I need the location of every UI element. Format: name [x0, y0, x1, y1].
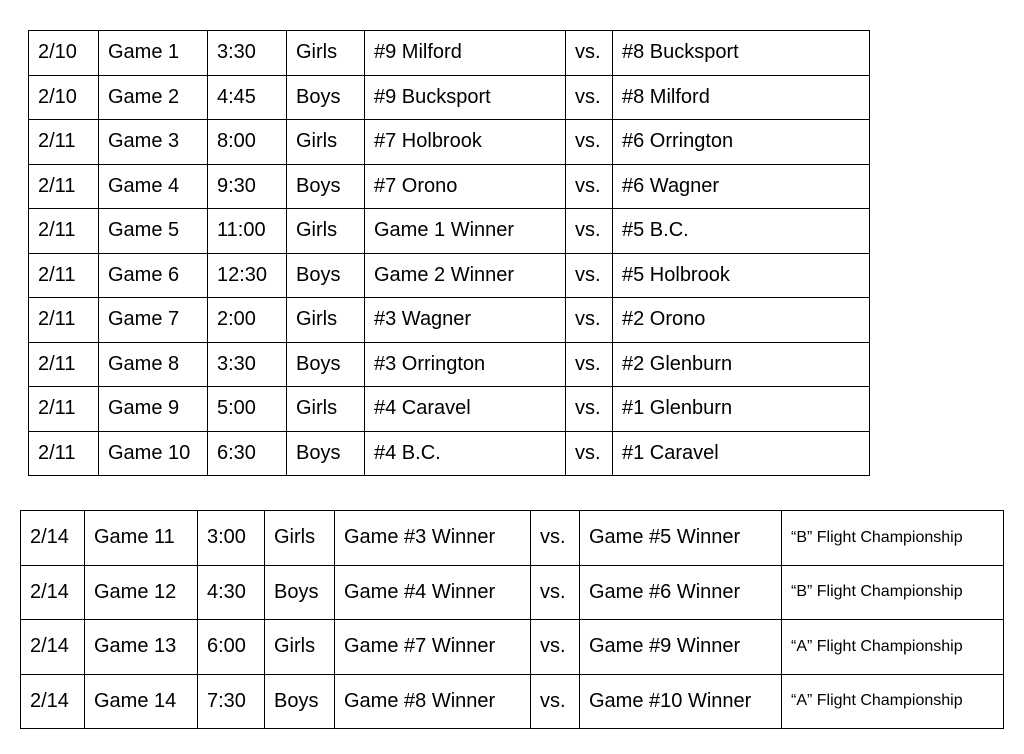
table-row — [21, 620, 1004, 675]
cell-time: 11:00 — [208, 209, 287, 254]
cell-home: #9 Milford — [365, 31, 566, 76]
cell-division: Boys — [287, 431, 365, 476]
cell-vs: vs. — [566, 253, 613, 298]
cell-date: 2/14 — [21, 511, 85, 566]
cell-home: #4 B.C. — [365, 431, 566, 476]
cell-away: #5 B.C. — [613, 209, 870, 254]
cell-time: 3:30 — [208, 342, 287, 387]
cell-home: #7 Orono — [365, 164, 566, 209]
table-row — [29, 209, 870, 254]
cell-time: 4:30 — [198, 565, 265, 620]
cell-away: #2 Orono — [613, 298, 870, 343]
cell-time: 3:30 — [208, 31, 287, 76]
cell-game: Game 4 — [99, 164, 208, 209]
cell-away: Game #5 Winner — [580, 511, 782, 566]
cell-home: Game #4 Winner — [335, 565, 531, 620]
cell-division: Boys — [287, 75, 365, 120]
cell-game: Game 3 — [99, 120, 208, 165]
cell-game: Game 10 — [99, 431, 208, 476]
cell-game: Game 6 — [99, 253, 208, 298]
cell-away: #8 Bucksport — [613, 31, 870, 76]
cell-division: Girls — [265, 511, 335, 566]
cell-home: Game #8 Winner — [335, 674, 531, 729]
cell-home: #4 Caravel — [365, 387, 566, 432]
cell-away: #5 Holbrook — [613, 253, 870, 298]
cell-vs: vs. — [531, 511, 580, 566]
cell-home: Game #3 Winner — [335, 511, 531, 566]
cell-division: Boys — [265, 565, 335, 620]
table-row — [21, 565, 1004, 620]
cell-date: 2/11 — [29, 298, 99, 343]
cell-date: 2/11 — [29, 164, 99, 209]
cell-time: 9:30 — [208, 164, 287, 209]
cell-time: 3:00 — [198, 511, 265, 566]
cell-date: 2/10 — [29, 75, 99, 120]
cell-vs: vs. — [566, 31, 613, 76]
cell-vs: vs. — [531, 620, 580, 675]
cell-time: 6:00 — [198, 620, 265, 675]
table-row — [29, 253, 870, 298]
cell-date: 2/14 — [21, 565, 85, 620]
table-row — [29, 120, 870, 165]
cell-vs: vs. — [566, 120, 613, 165]
cell-time: 12:30 — [208, 253, 287, 298]
cell-date: 2/14 — [21, 620, 85, 675]
cell-date: 2/11 — [29, 387, 99, 432]
table-row — [29, 387, 870, 432]
table-row — [29, 31, 870, 76]
cell-date: 2/11 — [29, 342, 99, 387]
cell-time: 4:45 — [208, 75, 287, 120]
cell-away: #6 Wagner — [613, 164, 870, 209]
cell-game: Game 12 — [85, 565, 198, 620]
cell-division: Girls — [287, 209, 365, 254]
cell-date: 2/11 — [29, 209, 99, 254]
cell-date: 2/14 — [21, 674, 85, 729]
table-row — [29, 75, 870, 120]
cell-game: Game 11 — [85, 511, 198, 566]
cell-away: #6 Orrington — [613, 120, 870, 165]
cell-game: Game 1 — [99, 31, 208, 76]
cell-vs: vs. — [566, 431, 613, 476]
cell-date: 2/11 — [29, 253, 99, 298]
cell-game: Game 14 — [85, 674, 198, 729]
cell-away: Game #6 Winner — [580, 565, 782, 620]
cell-vs: vs. — [566, 342, 613, 387]
cell-division: Girls — [287, 298, 365, 343]
cell-home: #9 Bucksport — [365, 75, 566, 120]
cell-time: 8:00 — [208, 120, 287, 165]
cell-away: #2 Glenburn — [613, 342, 870, 387]
cell-division: Girls — [265, 620, 335, 675]
cell-away: Game #9 Winner — [580, 620, 782, 675]
cell-home: #7 Holbrook — [365, 120, 566, 165]
table-row — [29, 164, 870, 209]
cell-time: 7:30 — [198, 674, 265, 729]
cell-home: Game 2 Winner — [365, 253, 566, 298]
cell-division: Girls — [287, 120, 365, 165]
cell-note: “B” Flight Championship — [782, 511, 1004, 566]
first-round-schedule-table — [28, 30, 870, 476]
cell-vs: vs. — [566, 164, 613, 209]
cell-home: Game 1 Winner — [365, 209, 566, 254]
cell-game: Game 5 — [99, 209, 208, 254]
cell-vs: vs. — [531, 565, 580, 620]
cell-date: 2/11 — [29, 120, 99, 165]
cell-note: “A” Flight Championship — [782, 620, 1004, 675]
cell-vs: vs. — [566, 75, 613, 120]
cell-note: “B” Flight Championship — [782, 565, 1004, 620]
cell-date: 2/10 — [29, 31, 99, 76]
cell-game: Game 13 — [85, 620, 198, 675]
cell-division: Girls — [287, 387, 365, 432]
table-row — [29, 342, 870, 387]
championship-schedule-table — [20, 510, 1004, 729]
cell-division: Boys — [287, 164, 365, 209]
cell-time: 5:00 — [208, 387, 287, 432]
cell-home: #3 Wagner — [365, 298, 566, 343]
table-row — [29, 298, 870, 343]
cell-time: 6:30 — [208, 431, 287, 476]
cell-game: Game 8 — [99, 342, 208, 387]
cell-division: Girls — [287, 31, 365, 76]
cell-division: Boys — [287, 253, 365, 298]
cell-home: #3 Orrington — [365, 342, 566, 387]
cell-vs: vs. — [566, 387, 613, 432]
cell-away: #8 Milford — [613, 75, 870, 120]
table-row — [29, 431, 870, 476]
cell-home: Game #7 Winner — [335, 620, 531, 675]
cell-away: #1 Glenburn — [613, 387, 870, 432]
cell-away: #1 Caravel — [613, 431, 870, 476]
cell-vs: vs. — [566, 209, 613, 254]
cell-vs: vs. — [531, 674, 580, 729]
cell-division: Boys — [287, 342, 365, 387]
cell-game: Game 7 — [99, 298, 208, 343]
cell-game: Game 9 — [99, 387, 208, 432]
cell-vs: vs. — [566, 298, 613, 343]
cell-date: 2/11 — [29, 431, 99, 476]
table-row — [21, 674, 1004, 729]
cell-division: Boys — [265, 674, 335, 729]
table-row — [21, 511, 1004, 566]
cell-time: 2:00 — [208, 298, 287, 343]
cell-away: Game #10 Winner — [580, 674, 782, 729]
cell-note: “A” Flight Championship — [782, 674, 1004, 729]
cell-game: Game 2 — [99, 75, 208, 120]
